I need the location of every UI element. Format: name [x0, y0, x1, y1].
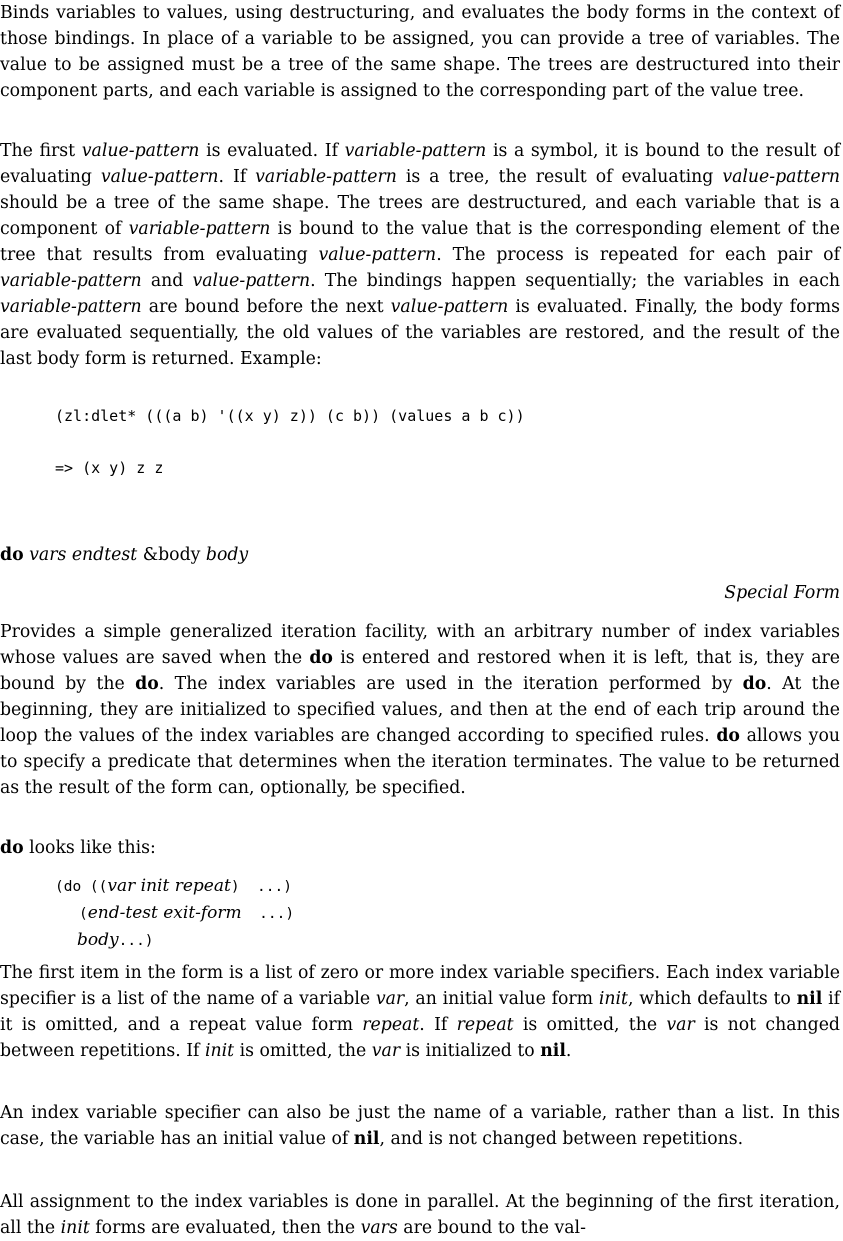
- text-run: is initialized to: [400, 1041, 541, 1061]
- text-run: is omitted, the: [513, 1015, 667, 1035]
- text-run: are bound before the next: [141, 297, 391, 317]
- term-variable-pattern: variable-pattern: [255, 167, 397, 187]
- text-run: should be a tree of the same shape. The trees are destructured, and each variable that is a component of: [0, 193, 840, 239]
- intro-paragraph: [0, 0, 840, 104]
- text-run: The first item in the form is a list of zero or more index variable specifiers. Each index variable specifier is a list of the name of a variable: [0, 963, 840, 1009]
- text-run: is evaluated. If: [199, 141, 345, 161]
- text-run: Provides a simple generalized iteration facility, with an arbitrary number of index variables whose values are saved when the: [0, 622, 840, 668]
- do-syntax: [55, 873, 294, 954]
- entry-name: do: [0, 545, 24, 565]
- do-description-paragraph: [0, 619, 840, 801]
- syntax-exit-form: exit-form: [163, 903, 242, 923]
- text-run: , and is not changed between repetitions.: [379, 1129, 744, 1149]
- syntax-body: body: [77, 930, 119, 950]
- syntax-line-1: [55, 873, 294, 900]
- term-variable-pattern: variable-pattern: [0, 271, 142, 291]
- text-run: (do ((: [55, 879, 108, 895]
- term-value-pattern: value-pattern: [318, 245, 437, 265]
- text-run: . The bindings happen sequentially; the variables in each: [310, 271, 841, 291]
- text-run: , an initial value form: [404, 989, 599, 1009]
- text-run: looks like this:: [23, 838, 156, 858]
- term-var: var: [666, 1015, 695, 1035]
- example-result: => (x y) z z: [55, 459, 164, 477]
- syntax-init: init: [140, 876, 170, 896]
- text-run: are bound to the val-: [397, 1218, 586, 1238]
- term-value-pattern: value-pattern: [390, 297, 509, 317]
- text-run: ...): [241, 906, 295, 922]
- text-run: . If: [218, 167, 256, 187]
- text-run: .: [565, 1041, 572, 1061]
- example-code: (zl:dlet* (((a b) '((x y) z)) (c b)) (values a b c)): [55, 407, 525, 425]
- term-do: do: [716, 726, 740, 746]
- text-run: is evaluated. Finally, the body forms are evaluated sequentially, the old values of the variables are restored, and the result of the last body form is returned. Example:: [0, 297, 840, 369]
- term-nil: nil: [540, 1041, 566, 1061]
- text-run: allows you to specify a predicate that determines when the iteration terminates. The value to be returned as the result of the form can, optionally, be specified.: [0, 726, 840, 798]
- text-run: The first: [0, 141, 82, 161]
- text-run: , which defaults to: [627, 989, 797, 1009]
- term-repeat: repeat: [362, 1015, 420, 1035]
- syntax-line-3: [55, 927, 294, 954]
- text-run: ...): [118, 933, 154, 949]
- syntax-line-2: [55, 900, 294, 927]
- index-specifier-paragraph: [0, 960, 840, 1064]
- term-nil: nil: [353, 1129, 380, 1149]
- term-value-pattern: value-pattern: [100, 167, 219, 187]
- term-var: var: [371, 1041, 401, 1061]
- value-pattern-paragraph: [0, 138, 840, 372]
- term-init: init: [204, 1041, 235, 1061]
- intro-text: Binds variables to values, using destructuring, and evaluates the body forms in the context of those bindings. In place of a variable to be assigned, you can provide a tree of variables. The value to be assigned must be a tree of the same shape. The trees are destructured into their component parts, and each variable is assigned to the corresponding part of the value tree.: [0, 3, 840, 101]
- text-run: is bound to the value that is the corresponding element of the tree that results from evaluating: [0, 219, 840, 265]
- text-run: All assignment to the index variables is done in parallel. At the beginning of the first iteration, all the: [0, 1192, 840, 1238]
- term-init: init: [598, 989, 628, 1009]
- term-vars: vars: [360, 1218, 398, 1238]
- text-run: if it is omitted, and a repeat value form: [0, 989, 841, 1035]
- text-run: is omitted, the: [234, 1041, 372, 1061]
- text-run: (: [79, 906, 88, 922]
- entry-args: vars endtest: [29, 545, 138, 565]
- text-run: is a symbol, it is bound to the result of evaluating: [0, 141, 840, 187]
- term-value-pattern: value-pattern: [192, 271, 311, 291]
- text-run: An index variable specifier can also be just the name of a variable, rather than a list. In this case, the variable has an initial value of: [0, 1103, 840, 1149]
- text-run: is a tree, the result of evaluating: [396, 167, 723, 187]
- assignment-paragraph: [0, 1189, 840, 1241]
- text-run: . At the beginning, they are initialized to specified values, and then at the end of each trip around the loop the values of the index variables are changed according to specified rules.: [0, 674, 840, 746]
- term-do: do: [0, 838, 24, 858]
- entry-body-keyword: &body: [142, 545, 201, 565]
- term-do: do: [135, 674, 159, 694]
- text-run: . If: [419, 1015, 457, 1035]
- text-run: ) ...): [230, 879, 292, 895]
- specifier-name-paragraph: [0, 1100, 840, 1152]
- term-nil: nil: [796, 989, 823, 1009]
- entry-heading: [0, 543, 248, 567]
- term-do: do: [309, 648, 333, 668]
- term-do: do: [742, 674, 767, 694]
- text-run: is not changed between repetitions. If: [0, 1015, 840, 1061]
- term-init: init: [60, 1218, 90, 1238]
- term-var: var: [375, 989, 405, 1009]
- term-value-pattern: value-pattern: [81, 141, 200, 161]
- term-value-pattern: value-pattern: [722, 167, 840, 187]
- looks-like-paragraph: [0, 835, 840, 861]
- syntax-var: var: [107, 876, 136, 896]
- term-variable-pattern: variable-pattern: [128, 219, 271, 239]
- term-variable-pattern: variable-pattern: [344, 141, 487, 161]
- text-run: . The process is repeated for each pair of: [436, 245, 840, 265]
- entry-kind: Special Form: [724, 583, 840, 603]
- term-variable-pattern: variable-pattern: [0, 297, 142, 317]
- text-run: forms are evaluated, then the: [89, 1218, 361, 1238]
- syntax-end-test: end-test: [87, 903, 158, 923]
- syntax-repeat: repeat: [174, 876, 231, 896]
- text-run: and: [141, 271, 193, 291]
- text-run: . The index variables are used in the iteration performed by: [158, 674, 743, 694]
- term-repeat: repeat: [456, 1015, 514, 1035]
- text-run: is entered and restored when it is left, that is, they are bound by the: [0, 648, 840, 694]
- entry-body-arg: body: [205, 545, 249, 565]
